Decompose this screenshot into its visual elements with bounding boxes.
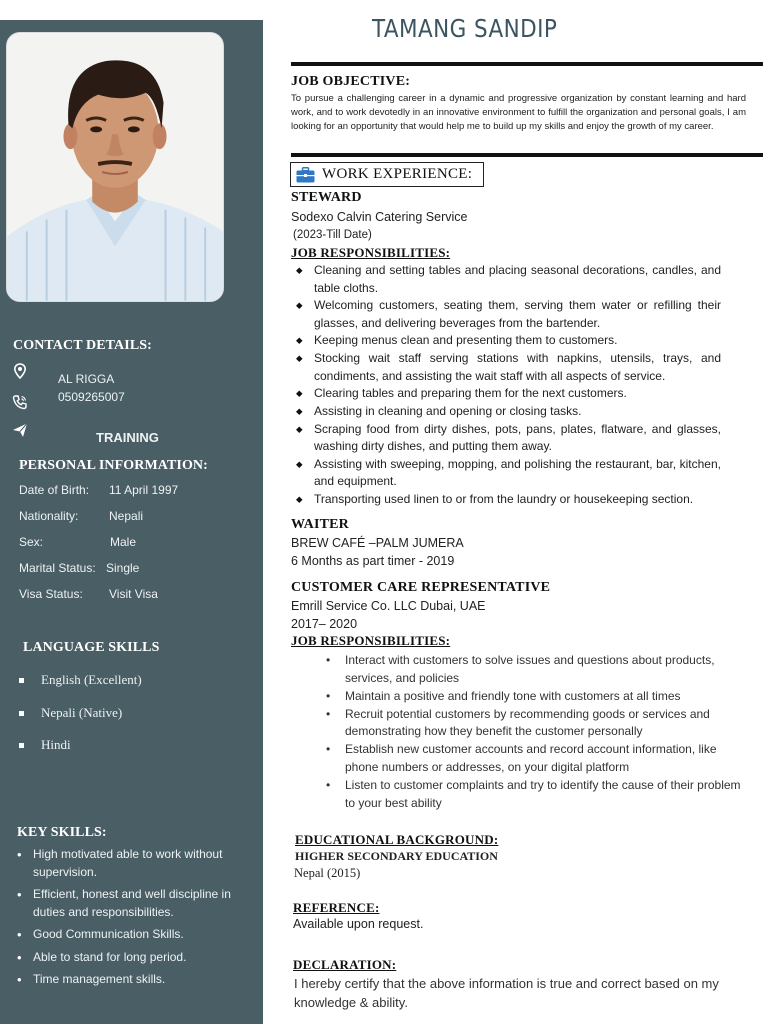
language-skills-heading: LANGUAGE SKILLS bbox=[23, 640, 160, 655]
job-period: 6 Months as part timer - 2019 bbox=[291, 554, 455, 568]
divider bbox=[291, 153, 763, 157]
training-label: TRAINING bbox=[96, 430, 159, 445]
responsibility-item: ◆ Keeping menus clean and presenting them to customers. bbox=[296, 332, 721, 350]
declaration-text: I hereby certify that the above information is true and correct based on my knowledge & ability. bbox=[294, 976, 719, 1010]
responsibility-item: ◆ Assisting in cleaning and opening or closing tasks. bbox=[296, 403, 721, 421]
marital-status-value: Single bbox=[106, 561, 140, 575]
sex-value: Male bbox=[110, 535, 137, 549]
briefcase-icon bbox=[296, 167, 315, 183]
key-skill-item: • Good Communication Skills. bbox=[16, 926, 248, 944]
job-title: CUSTOMER CARE REPRESENTATIVE bbox=[291, 580, 551, 595]
contact-address: AL RIGGA bbox=[58, 372, 115, 386]
reference-text: Available upon request. bbox=[293, 917, 424, 931]
sidebar bbox=[0, 20, 263, 1024]
send-icon bbox=[12, 422, 28, 438]
responsibility-item: ◆ Clearing tables and preparing them for the next customers. bbox=[296, 385, 721, 403]
responsibility-item: ◆ Cleaning and setting tables and placing seasonal decorations, candles, and table cloths. bbox=[296, 262, 721, 297]
responsibility-item: • Maintain a positive and friendly tone with customers at all times bbox=[326, 688, 746, 706]
education-level: HIGHER SECONDARY EDUCATION bbox=[295, 849, 498, 863]
phone-icon bbox=[12, 394, 28, 410]
work-experience-heading-box bbox=[290, 162, 484, 187]
responsibility-item: ◆ Assisting with sweeping, mopping, and polishing the restaurant, bar, kitchen, and equipment. bbox=[296, 456, 721, 491]
work-experience-heading: WORK EXPERIENCE: bbox=[322, 166, 473, 182]
candidate-name: TAMANG SANDIP bbox=[372, 14, 558, 43]
responsibilities-heading: JOB RESPONSIBILITIES: bbox=[291, 245, 451, 260]
job-company: Sodexo Calvin Catering Service bbox=[291, 210, 468, 224]
visa-status-value: Visit Visa bbox=[109, 587, 158, 601]
responsibility-item: ◆ Stocking wait staff serving stations with napkins, utensils, trays, and condiments, and assisting the wait staff with all aspects of service. bbox=[296, 350, 721, 385]
bullet-icon bbox=[19, 711, 24, 716]
key-skill-item: • High motivated able to work without supervision. bbox=[16, 846, 248, 881]
responsibilities-list bbox=[326, 652, 746, 813]
sex-label: Sex: bbox=[19, 535, 44, 549]
dob-label: Date of Birth: bbox=[19, 483, 90, 497]
objective-heading: JOB OBJECTIVE: bbox=[291, 74, 411, 89]
responsibility-item: ◆ Transporting used linen to or from the laundry or housekeeping section. bbox=[296, 491, 721, 509]
personal-info-heading: PERSONAL INFORMATION: bbox=[19, 458, 208, 473]
bullet-icon bbox=[19, 743, 24, 748]
job-company: BREW CAFÉ –PALM JUMERA bbox=[291, 536, 464, 550]
profile-photo bbox=[6, 32, 224, 302]
contact-phone: 0509265007 bbox=[58, 390, 125, 404]
responsibility-item: • Interact with customers to solve issues and questions about products, services, and policies bbox=[326, 652, 746, 687]
visa-status-label: Visa Status: bbox=[19, 587, 83, 601]
responsibilities-heading: JOB RESPONSIBILITIES: bbox=[291, 633, 451, 648]
job-title: WAITER bbox=[291, 517, 349, 532]
job-period: (2023-Till Date) bbox=[293, 229, 372, 241]
job-period: 2017– 2020 bbox=[291, 617, 358, 631]
job-company: Emrill Service Co. LLC Dubai, UAE bbox=[291, 599, 486, 613]
education-detail: Nepal (2015) bbox=[294, 866, 361, 880]
key-skill-item: • Time management skills. bbox=[16, 971, 248, 989]
bullet-icon bbox=[19, 678, 24, 683]
language-item: Nepali (Native) bbox=[41, 705, 123, 720]
key-skill-item: • Able to stand for long period. bbox=[16, 949, 248, 967]
divider bbox=[291, 62, 763, 66]
key-skills-heading: KEY SKILLS: bbox=[17, 825, 107, 840]
language-item: Hindi bbox=[41, 737, 71, 752]
responsibilities-list bbox=[296, 262, 721, 509]
education-heading: EDUCATIONAL BACKGROUND: bbox=[295, 832, 499, 847]
responsibility-item: • Establish new customer accounts and record account information, like phone numbers or addresses, on your digital platform bbox=[326, 741, 746, 776]
objective-text: To pursue a challenging career in a dynamic and progressive organization by constant learning and hard work, and to work devotedly in an innovative environment to fulfill the organization and personal goals, I am looking for an opportunity that would help me to build up my skills and enjoy the growth of my career. bbox=[291, 93, 746, 133]
language-item: English (Excellent) bbox=[41, 672, 142, 687]
job-title: STEWARD bbox=[291, 190, 362, 205]
nationality-value: Nepali bbox=[109, 509, 144, 523]
key-skills-list bbox=[16, 846, 248, 994]
declaration-heading: DECLARATION: bbox=[293, 957, 397, 972]
location-pin-icon bbox=[12, 363, 28, 379]
responsibility-item: ◆ Scraping food from dirty dishes, pots, pans, plates, flatware, and glasses, washing dirty dishes, and putting them away. bbox=[296, 421, 721, 456]
responsibility-item: • Listen to customer complaints and try to identify the cause of their problem to your best ability bbox=[326, 777, 746, 812]
responsibility-item: ◆ Welcoming customers, seating them, serving them water or refilling their glasses, and delivering beverages from the bartender. bbox=[296, 297, 721, 332]
reference-heading: REFERENCE: bbox=[293, 900, 380, 915]
responsibility-item: • Recruit potential customers by recommending goods or services and demonstrating how they benefit the customer personally bbox=[326, 706, 746, 741]
contact-heading: CONTACT DETAILS: bbox=[13, 338, 152, 353]
dob-value: 11 April 1997 bbox=[109, 483, 179, 497]
nationality-label: Nationality: bbox=[19, 509, 79, 523]
key-skill-item: • Efficient, honest and well discipline in duties and responsibilities. bbox=[16, 886, 248, 921]
marital-status-label: Marital Status: bbox=[19, 561, 96, 575]
